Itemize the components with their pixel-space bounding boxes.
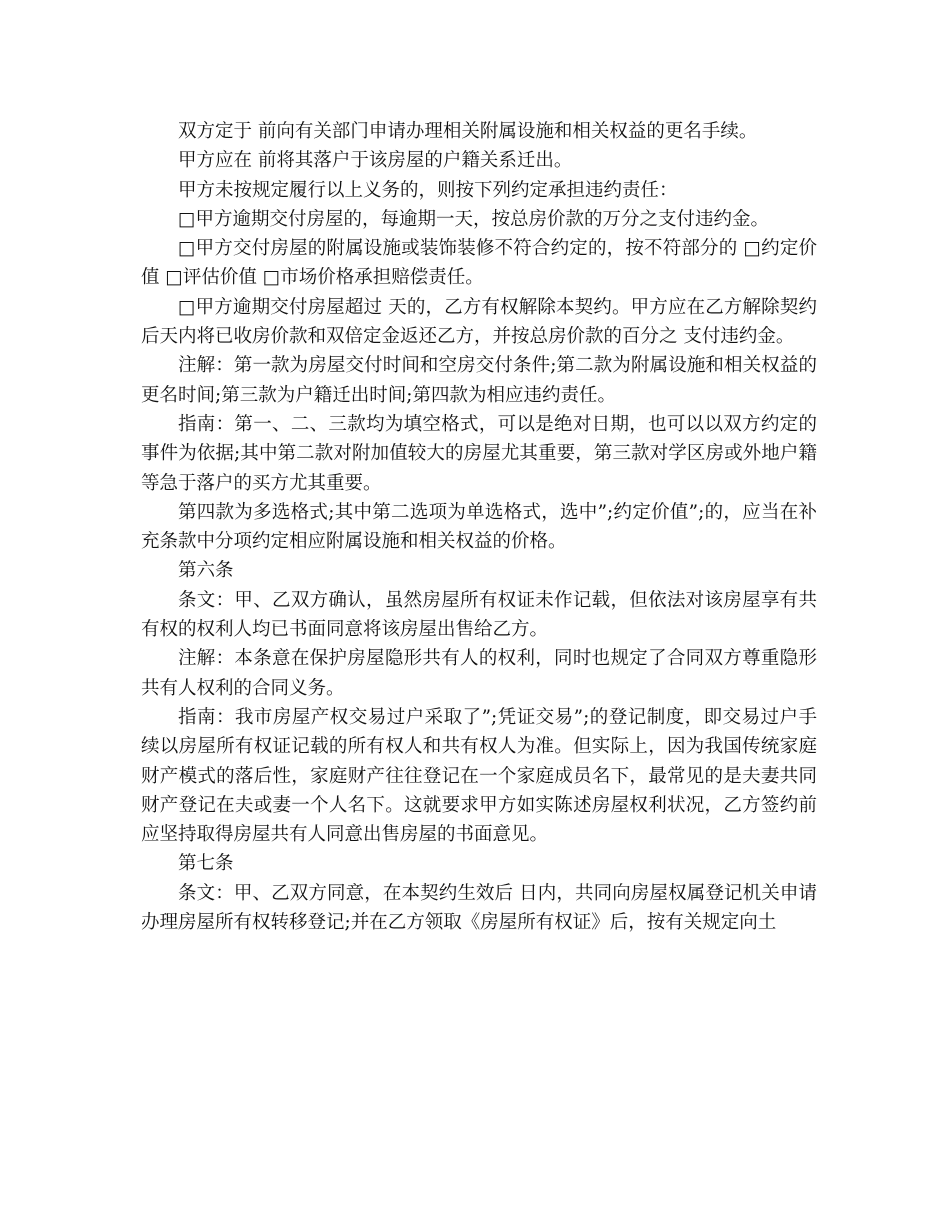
guide-paragraph: 指南：第一、二、三款均为填空格式，可以是绝对日期，也可以以双方约定的事件为依据;其中第二款对附加值较大的房屋尤其重要，第三款对学区房或外地户籍等急于落户的买方尤其重要。 [141,413,817,494]
paragraph: □甲方逾期交付房屋的，每逾期一天，按总房价款的万分之支付违约金。 [178,208,769,230]
article-heading: 第七条 [178,853,234,875]
annotation-paragraph: 注解：第一款为房屋交付时间和空房交付条件;第二款为附属设施和相关权益的更名时间;第三款为户籍迁出时间;第四款为相应违约责任。 [141,355,817,406]
guide-paragraph: 指南：我市房屋产权交易过户采取了”;凭证交易”;的登记制度，即交易过户手续以房屋所有权证记载的所有权人和共有权人为准。但实际上，因为我国传统家庭财产模式的落后性，家庭财产往往登记在一个家庭成员名下，最常见的是夫妻共同财产登记在夫或妻一个人名下。这就要求甲方如实陈述房屋权利状况，乙方签约前应坚持取得房屋共有人同意出售房屋的书面意见。 [141,706,817,846]
paragraph: 甲方未按规定履行以上义务的，则按下列约定承担违约责任： [178,179,678,201]
paragraph: 甲方应在 前将其落户于该房屋的户籍关系迁出。 [178,150,573,172]
paragraph: 第四款为多选格式;其中第二选项为单选格式，选中”;约定价值”;的，应当在补充条款中分项约定相应附属设施和相关权益的价格。 [141,501,817,553]
article-heading: 第六条 [178,560,234,582]
article-text-paragraph: 条文：甲、乙双方同意，在本契约生效后 日内，共同向房屋权属登记机关申请办理房屋所有权转移登记;并在乙方领取《房屋所有权证》后，按有关规定向土 [141,882,817,934]
paragraph: 双方定于 前向有关部门申请办理相关附属设施和相关权益的更名手续。 [178,121,758,142]
document-body [141,117,817,937]
annotation-paragraph: 注解：本条意在保护房屋隐形共有人的权利，同时也规定了合同双方尊重隐形共有人权利的合同义务。 [141,648,817,699]
article-text-paragraph: 条文：甲、乙双方确认，虽然房屋所有权证未作记载，但依法对该房屋享有共有权的权利人均已书面同意将该房屋出售给乙方。 [141,589,817,641]
paragraph: □甲方逾期交付房屋超过 天的，乙方有权解除本契约。甲方应在乙方解除契约后天内将已收房价款和双倍定金返还乙方，并按总房价款的百分之 支付违约金。 [141,296,817,348]
paragraph: □甲方交付房屋的附属设施或装饰装修不符合约定的，按不符部分的 □约定价值 □评估价值 □市场价格承担赔偿责任。 [141,238,817,289]
